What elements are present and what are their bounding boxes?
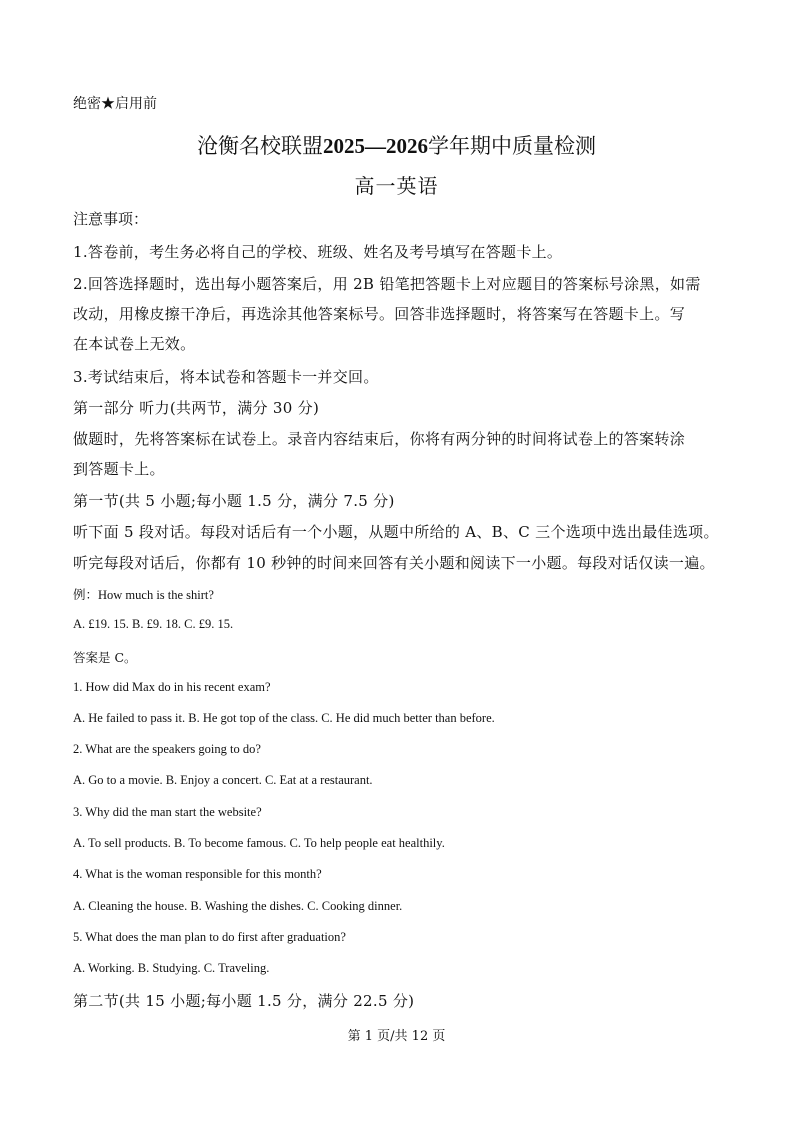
note-item-2-line-1: 2.回答选择题时，选出每小题答案后，用 2B 铅笔把答题卡上对应题目的答案标号涂黑，如需: [73, 275, 701, 293]
part1-intro-line-1: 做题时，先将答案标在试卷上。录音内容结束后，你将有两分钟的时间将试卷上的答案转涂: [73, 430, 686, 448]
question-3-options: A. To sell products. B. To become famous. C. To help people eat healthily.: [73, 836, 445, 850]
question-1: 1. How did Max do in his recent exam?: [73, 680, 271, 694]
part1-intro-line-2: 到答题卡上。: [73, 460, 165, 478]
title-years: 2025—2026: [323, 134, 428, 158]
section2-heading: 第二节(共 15 小题;每小题 1.5 分，满分 22.5 分): [73, 992, 415, 1010]
exam-title: [0, 130, 793, 160]
question-1-options: A. He failed to pass it. B. He got top of the class. C. He did much better than before.: [73, 711, 495, 725]
question-5: 5. What does the man plan to do first after graduation?: [73, 930, 346, 944]
confidential-label: 绝密★启用前: [73, 96, 157, 112]
section1-heading: 第一节(共 5 小题;每小题 1.5 分，满分 7.5 分): [73, 492, 395, 510]
note-item-2-line-2: 改动，用橡皮擦干净后，再选涂其他答案标号。回答非选择题时，将答案写在答题卡上。写: [73, 305, 686, 323]
title-prefix: 沧衡名校联盟: [197, 134, 323, 158]
note-item-2-line-3: 在本试卷上无效。: [73, 335, 196, 353]
question-2: 2. What are the speakers going to do?: [73, 742, 261, 756]
example-options: A. £19. 15. B. £9. 18. C. £9. 15.: [73, 617, 234, 631]
example-answer: 答案是 C。: [73, 650, 137, 665]
note-item-1: 1.答卷前，考生务必将自己的学校、班级、姓名及考号填写在答题卡上。: [73, 243, 563, 261]
exam-subject: 高一英语: [354, 174, 439, 198]
question-3: 3. Why did the man start the website?: [73, 805, 262, 819]
question-2-options: A. Go to a movie. B. Enjoy a concert. C. Eat at a restaurant.: [73, 773, 373, 787]
question-4: 4. What is the woman responsible for this month?: [73, 867, 322, 881]
section1-instruction-line-2: 听完每段对话后，你都有 10 秒钟的时间来回答有关小题和阅读下一小题。每段对话仅读一遍。: [73, 554, 715, 572]
example-question: 例：How much is the shirt?: [73, 588, 214, 602]
note-item-3: 3.考试结束后，将本试卷和答题卡一并交回。: [73, 368, 379, 386]
notes-heading: 注意事项：: [73, 210, 149, 228]
title-suffix: 学年期中质量检测: [428, 134, 596, 158]
section1-instruction-line-1: 听下面 5 段对话。每段对话后有一个小题，从题中所给的 A、B、C 三个选项中选出最佳选项。: [73, 523, 719, 541]
page-footer: 第 1 页/共 12 页: [347, 1029, 446, 1044]
question-5-options: A. Working. B. Studying. C. Traveling.: [73, 961, 270, 975]
part1-heading: 第一部分 听力(共两节，满分 30 分): [73, 399, 320, 417]
question-4-options: A. Cleaning the house. B. Washing the dishes. C. Cooking dinner.: [73, 899, 403, 913]
